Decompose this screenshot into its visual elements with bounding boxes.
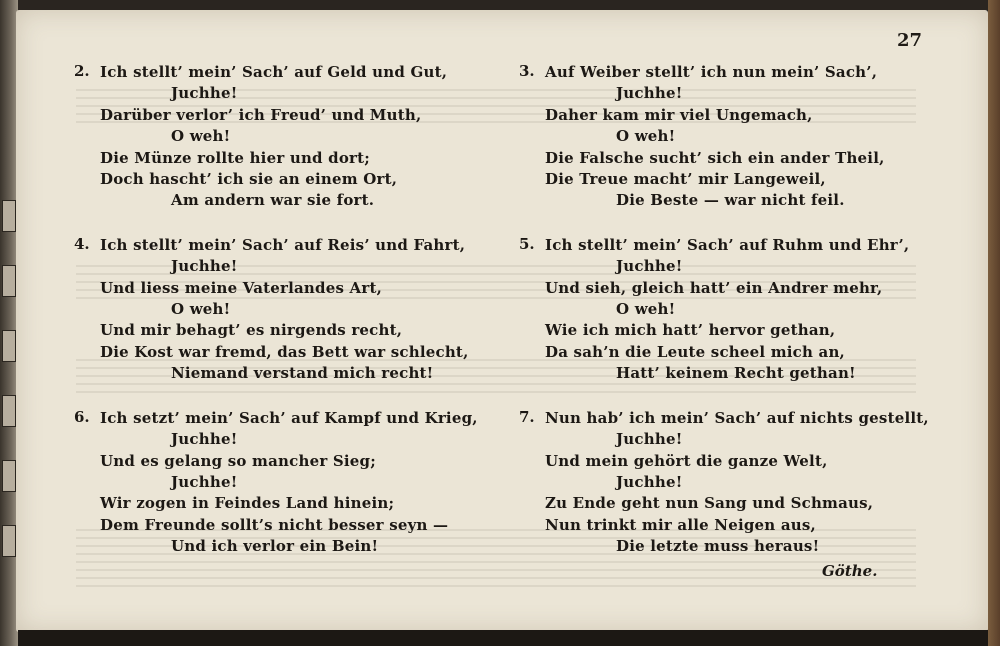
verse-line: Hatt’ keinem Recht gethan! (616, 364, 856, 383)
page-tab (2, 200, 16, 232)
verse-line: Da sah’n die Leute scheel mich an, (545, 342, 845, 361)
verse-line: Nun hab’ ich mein’ Sach’ auf nichts gestellt, (545, 408, 929, 427)
stanza-number: 5. (519, 234, 535, 253)
verse-line: Darüber verlor’ ich Freud’ und Muth, (100, 105, 422, 124)
verse-line: O weh! (171, 127, 231, 146)
verse-line: Und mir behagt’ es nirgends recht, (100, 321, 403, 340)
page-tab (2, 330, 16, 362)
verse-line: Wir zogen in Feindes Land hinein; (100, 494, 395, 513)
stanza-number: 4. (74, 234, 90, 253)
verse-line: Und mein gehört die ganze Welt, (545, 451, 828, 470)
verse-line: Die Beste — war nicht feil. (616, 191, 845, 210)
verse-line: Die letzte muss heraus! (616, 537, 820, 556)
stanza (519, 408, 959, 558)
verse-line: Niemand verstand mich recht! (171, 364, 434, 383)
verse-line: Juchhe! (616, 472, 683, 491)
verse-line: Juchhe! (171, 472, 238, 491)
page-tab (2, 265, 16, 297)
stanza (74, 235, 514, 385)
verse-line: Die Münze rollte hier und dort; (100, 148, 371, 167)
verse-line: Die Falsche sucht’ sich ein ander Theil, (545, 148, 885, 167)
verse-line: Nun trinkt mir alle Neigen aus, (545, 515, 816, 534)
page-number: 27 (896, 30, 922, 51)
verse-line: Und es gelang so mancher Sieg; (100, 451, 376, 470)
stanza (519, 62, 959, 212)
verse-line: Juchhe! (616, 430, 683, 449)
verse-line: Ich setzt’ mein’ Sach’ auf Kampf und Krieg, (100, 408, 478, 427)
verse-line: Und liess meine Vaterlandes Art, (100, 278, 383, 297)
verse-line: Dem Freunde sollt’s nicht besser seyn — (100, 515, 449, 534)
right-column (519, 62, 959, 581)
page-bottom-shadow (18, 630, 988, 646)
author-signature: Göthe. (822, 562, 878, 580)
verse-line: Juchhe! (616, 84, 683, 103)
verse-line: Die Treue macht’ mir Langeweil, (545, 170, 826, 189)
verse-line: Und sieh, gleich hatt’ ein Andrer mehr, (545, 278, 883, 297)
verse-line: Juchhe! (171, 430, 238, 449)
verse-line: O weh! (616, 127, 676, 146)
verse-line: Ich stellt’ mein’ Sach’ auf Reis’ und Fahrt, (100, 235, 466, 254)
stanza-number: 3. (519, 62, 535, 80)
verse-line: Auf Weiber stellt’ ich nun mein’ Sach’, (545, 63, 878, 81)
verse-line: Wie ich mich hatt’ hervor gethan, (545, 321, 836, 340)
verse-line: Zu Ende geht nun Sang und Schmaus, (545, 494, 874, 513)
verse-line: Ich stellt’ mein’ Sach’ auf Ruhm und Ehr’, (545, 235, 910, 254)
verse-line: Juchhe! (171, 257, 238, 276)
stanza-number: 7. (519, 407, 535, 426)
page-tab (2, 525, 16, 557)
verse-line: O weh! (171, 300, 231, 319)
book-cover-edge (988, 0, 1000, 646)
verse-line: Am andern war sie fort. (171, 191, 375, 210)
verse-line: Doch hascht’ ich sie an einem Ort, (100, 170, 398, 189)
stanza (74, 62, 514, 212)
verse-line: O weh! (616, 300, 676, 319)
stanza (519, 235, 959, 385)
book-page (16, 10, 988, 632)
stanza-number: 2. (74, 62, 90, 80)
verse-line: Ich stellt’ mein’ Sach’ auf Geld und Gut, (100, 63, 448, 81)
verse-line: Juchhe! (616, 257, 683, 276)
page-tab (2, 460, 16, 492)
page-tab (2, 395, 16, 427)
verse-line: Die Kost war fremd, das Bett war schlecht, (100, 342, 469, 361)
left-column (74, 62, 514, 581)
verse-line: Daher kam mir viel Ungemach, (545, 105, 813, 124)
verse-line: Und ich verlor ein Bein! (171, 537, 379, 556)
stanza (74, 408, 514, 558)
verse-line: Juchhe! (171, 84, 238, 103)
stanza-number: 6. (74, 407, 90, 426)
